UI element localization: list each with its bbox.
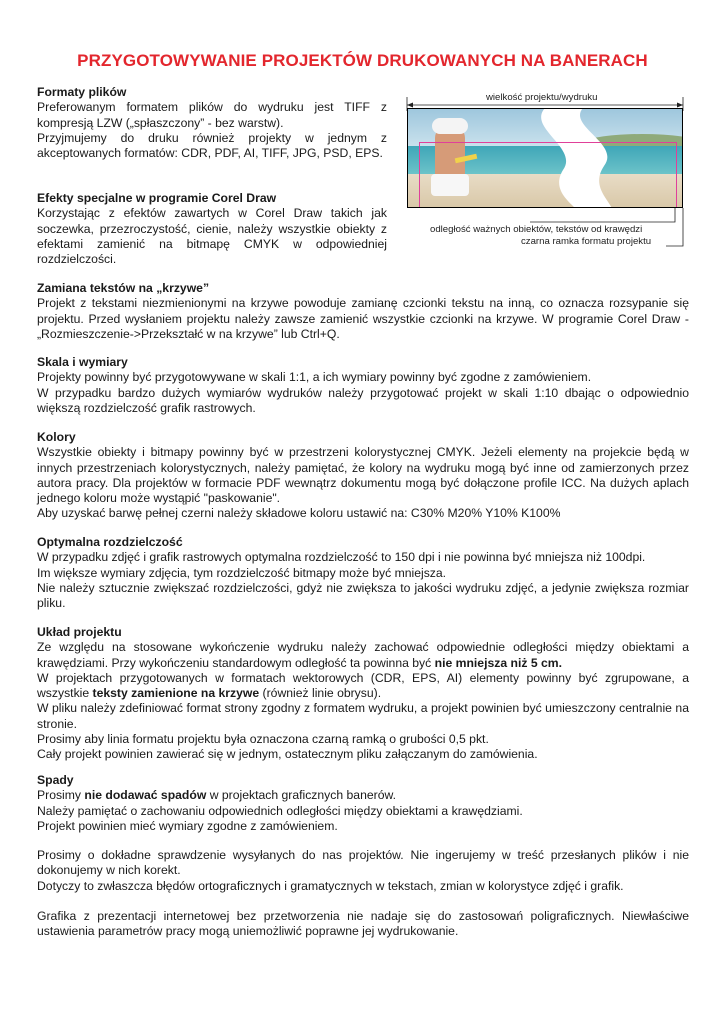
paragraph: W projektach przygotowanych w formatach wektorowych (CDR, EPS, AI) elementy powinny być zgrupowane, a wszystkie teksty zamienione na krzywe (również linie obrysu). bbox=[37, 670, 689, 701]
paragraph: Cały projekt powinien zawierać się w jednym, ostatecznym pliku załączanym do zamówienia. bbox=[37, 747, 538, 762]
format-frame bbox=[407, 108, 683, 208]
section-formats bbox=[37, 85, 387, 161]
section-heading: Optymalna rozdzielczość bbox=[37, 535, 183, 549]
paragraph: Prosimy nie dodawać spadów w projektach graficznych banerów. bbox=[37, 788, 396, 803]
paragraph: Projekt z tekstami niezmienionymi na krzywe powoduje zamianę czcionki tekstu na inną, co oznacza rozsypanie się projektu. Przed wysłaniem projektu należy zawsze zamienić wszystkie czcionki na krzywe. W programie Corel Draw - „Rozmieszczenie->Przekształć w na krzywe” lub Ctrl+Q. bbox=[37, 296, 689, 341]
page-title: PRZYGOTOWYWANIE PROJEKTÓW DRUKOWANYCH NA BANERACH bbox=[77, 51, 648, 70]
safe-margin-label: odległość ważnych obiektów, tekstów od krawędzi bbox=[430, 224, 643, 235]
paragraph: Prosimy aby linia formatu projektu była oznaczona czarną ramką o grubości 0,5 pkt. bbox=[37, 732, 489, 747]
section-heading: Zamiana tekstów na „krzywe” bbox=[37, 281, 210, 295]
paragraph: W przypadku zdjęć i grafik rastrowych optymalna rozdzielczość to 150 dpi i nie powinna być mniejsza niż 100dpi. bbox=[37, 550, 646, 565]
paragraph: Preferowanym formatem plików do wydruku jest TIFF z kompresją LZW („spłaszczony” - bez warstw). bbox=[37, 100, 387, 130]
section-heading: Skala i wymiary bbox=[37, 355, 128, 369]
paragraph: Projekt powinien mieć wymiary zgodne z zamówieniem. bbox=[37, 818, 338, 833]
paragraph: Dotyczy to zwłaszcza błędów ortograficznych i gramatycznych w tekstach, zmian w kolorystyce zdjęć i grafik. bbox=[37, 878, 624, 893]
section-effects bbox=[37, 191, 387, 267]
format-frame-label: czarna ramka formatu projektu bbox=[521, 236, 652, 247]
paragraph: Należy pamiętać o zachowaniu odpowiednich odległości między obiektami a krawędziami. bbox=[37, 803, 523, 818]
section-curves bbox=[37, 281, 689, 342]
banner-size-label: wielkość projektu/wydruku bbox=[486, 92, 598, 103]
section-heading: Kolory bbox=[37, 430, 76, 444]
paragraph: W przypadku bardzo dużych wymiarów wydruków należy przygotować projekt w skali 1:10 dbając o odpowiednio większą rozdzielczość grafik rastrowych. bbox=[37, 385, 689, 415]
section-heading: Formaty plików bbox=[37, 85, 127, 99]
section-colors bbox=[37, 430, 689, 522]
paragraph: Grafika z prezentacji internetowej bez przetworzenia nie nadaje się do zastosowań poligraficznych. Niewłaściwe ustawienia parametrów pracy mogą uniemożliwić poprawne jej wydrukowanie. bbox=[37, 908, 689, 939]
paragraph: Aby uzyskać barwę pełnej czerni należy składowe koloru ustawić na: C30% M20% Y10% K100% bbox=[37, 506, 561, 521]
paragraph: Wszystkie obiekty i bitmapy powinny być w przestrzeni kolorystycznej CMYK. Jeżeli elementy na projekcie będą w innych przestrzeniach kolorystycznych, należy pamiętać, że kolory na wydruku mogą być inne od zamierzonych przez autora pracy. Dla projektów w formacie PDF wewnątrz dokumentu mogą być dołączone profile ICC. Na dużych aplach jednego koloru może wystąpić "paskowanie". bbox=[37, 445, 689, 506]
paragraph: Projekty powinny być przygotowywane w skali 1:1, a ich wymiary powinny być zgodne z zamówieniem. bbox=[37, 370, 592, 385]
banner-photo bbox=[407, 108, 683, 208]
paragraph: Nie należy sztucznie zwiększać rozdzielczości, gdyż nie zwiększa to jakości wydruku zdjęć, a jedynie zwiększa rozmiar pliku. bbox=[37, 580, 689, 611]
section-resolution bbox=[37, 535, 689, 611]
section-heading: Układ projektu bbox=[37, 625, 122, 639]
banner-diagram bbox=[400, 91, 690, 261]
paragraph: Ze względu na stosowane wykończenie wydruku należy zachować odpowiednie odległości między obiektami a krawędziami. Przy wykończeniu standardowym odległość ta powinna być nie mniejsza niż 5 cm. bbox=[37, 640, 689, 670]
paragraph: W pliku należy zdefiniować format strony zgodny z formatem wydruku, a projekt powinien być umieszczony centralnie na stronie. bbox=[37, 701, 689, 731]
paragraph: Prosimy o dokładne sprawdzenie wysyłanych do nas projektów. Nie ingerujemy w treść przesłanych plików i nie dokonujemy w nich korekt. bbox=[37, 848, 689, 878]
section-heading: Spady bbox=[37, 773, 74, 787]
paragraph: Korzystając z efektów zawartych w Corel Draw takich jak soczewka, przezroczystość, cienie, należy wszystkie obiekty z efektami zamienić na bitmapę CMYK w odpowiedniej rozdzielczości. bbox=[37, 206, 387, 267]
section-scale bbox=[37, 355, 689, 416]
section-closing bbox=[37, 848, 689, 939]
section-bleeds bbox=[37, 773, 689, 834]
paragraph: Przyjmujemy do druku również projekty w jednym z akceptowanych formatów: CDR, PDF, AI, TIFF, JPG, PSD, EPS. bbox=[37, 130, 387, 161]
paragraph: Im większe wymiary zdjęcia, tym rozdzielczość bitmapy może być mniejsza. bbox=[37, 565, 447, 580]
section-heading: Efekty specjalne w programie Corel Draw bbox=[37, 191, 277, 205]
section-layout bbox=[37, 625, 689, 763]
